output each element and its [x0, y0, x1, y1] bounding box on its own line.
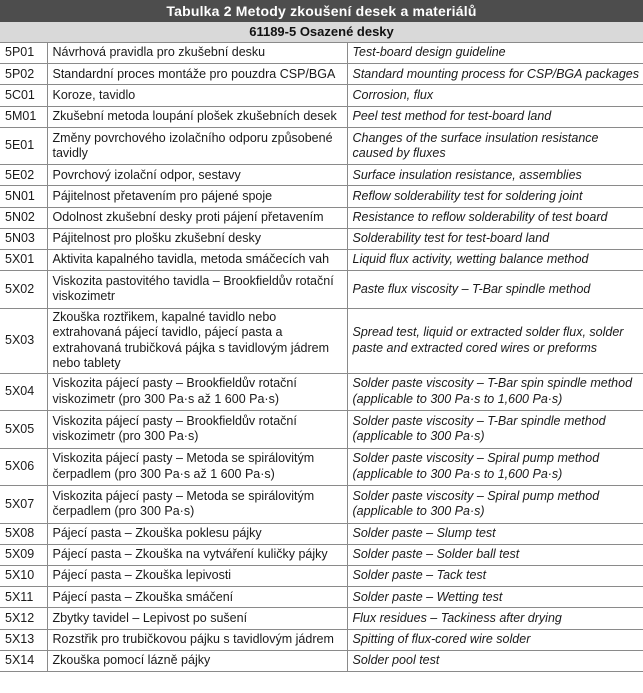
czech-title-cell: Pájecí pasta – Zkouška na vytváření kuličky pájky — [47, 544, 347, 565]
table-row — [0, 250, 643, 271]
english-title-cell: Solder pool test — [347, 650, 643, 671]
czech-title-cell: Pájecí pasta – Zkouška lepivosti — [47, 566, 347, 587]
english-title-cell: Solder paste – Wetting test — [347, 587, 643, 608]
english-title-cell: Peel test method for test-board land — [347, 106, 643, 127]
czech-title-cell: Zkouška pomocí lázně pájky — [47, 650, 347, 671]
table-row — [0, 448, 643, 486]
table-row — [0, 523, 643, 544]
table-row — [0, 207, 643, 228]
czech-title-cell: Viskozita pájecí pasty – Metoda se spirálovitým čerpadlem (pro 300 Pa·s až 1 600 Pa·s) — [47, 448, 347, 486]
english-title-cell: Surface insulation resistance, assemblies — [347, 165, 643, 186]
english-title-cell: Solder paste – Tack test — [347, 566, 643, 587]
table-row — [0, 587, 643, 608]
table-row — [0, 228, 643, 249]
english-title-cell: Solder paste viscosity – T-Bar spindle method (applicable to 300 Pa·s) — [347, 411, 643, 449]
method-code-cell: 5N01 — [0, 186, 47, 207]
table-row — [0, 411, 643, 449]
method-code-cell: 5X02 — [0, 271, 47, 309]
table-row — [0, 127, 643, 165]
table-row — [0, 43, 643, 64]
method-code-cell: 5X05 — [0, 411, 47, 449]
table-title: Tabulka 2 Metody zkoušení desek a materiálů — [0, 0, 643, 22]
english-title-cell: Corrosion, flux — [347, 85, 643, 106]
table-row — [0, 186, 643, 207]
table-row — [0, 566, 643, 587]
table-row — [0, 373, 643, 411]
czech-title-cell: Zkušební metoda loupání plošek zkušebních desek — [47, 106, 347, 127]
english-title-cell: Solder paste viscosity – T-Bar spin spindle method (applicable to 300 Pa·s to 1,600 Pa·s) — [347, 373, 643, 411]
english-title-cell: Resistance to reflow solderability of test board — [347, 207, 643, 228]
table-row — [0, 308, 643, 373]
method-code-cell: 5C01 — [0, 85, 47, 106]
method-code-cell: 5P02 — [0, 64, 47, 85]
method-code-cell: 5P01 — [0, 43, 47, 64]
method-code-cell: 5N03 — [0, 228, 47, 249]
table-row — [0, 64, 643, 85]
method-code-cell: 5E01 — [0, 127, 47, 165]
table-row — [0, 650, 643, 671]
czech-title-cell: Viskozita pastovitého tavidla – Brookfieldův rotační viskozimetr — [47, 271, 347, 309]
table-row — [0, 629, 643, 650]
methods-table-body — [0, 43, 643, 672]
english-title-cell: Standard mounting process for CSP/BGA packages — [347, 64, 643, 85]
method-code-cell: 5X04 — [0, 373, 47, 411]
czech-title-cell: Pájitelnost pro plošku zkušební desky — [47, 228, 347, 249]
method-code-cell: 5X03 — [0, 308, 47, 373]
table-row — [0, 608, 643, 629]
czech-title-cell: Zkouška roztřikem, kapalné tavidlo nebo extrahovaná pájecí tavidlo, pájecí pasta a extrahovaná trubičková pájka s tavidlovým jádrem nebo tablety — [47, 308, 347, 373]
english-title-cell: Reflow solderability test for soldering joint — [347, 186, 643, 207]
english-title-cell: Liquid flux activity, wetting balance method — [347, 250, 643, 271]
table-row — [0, 165, 643, 186]
method-code-cell: 5E02 — [0, 165, 47, 186]
english-title-cell: Paste flux viscosity – T-Bar spindle method — [347, 271, 643, 309]
method-code-cell: 5X08 — [0, 523, 47, 544]
english-title-cell: Changes of the surface insulation resistance caused by fluxes — [347, 127, 643, 165]
method-code-cell: 5X13 — [0, 629, 47, 650]
czech-title-cell: Viskozita pájecí pasty – Brookfieldův rotační viskozimetr (pro 300 Pa·s) — [47, 411, 347, 449]
method-code-cell: 5X07 — [0, 486, 47, 524]
english-title-cell: Solder paste viscosity – Spiral pump method (applicable to 300 Pa·s) — [347, 486, 643, 524]
method-code-cell: 5X09 — [0, 544, 47, 565]
czech-title-cell: Zbytky tavidel – Lepivost po sušení — [47, 608, 347, 629]
table-row — [0, 271, 643, 309]
english-title-cell: Flux residues – Tackiness after drying — [347, 608, 643, 629]
table-row — [0, 85, 643, 106]
czech-title-cell: Změny povrchového izolačního odporu způsobené tavidly — [47, 127, 347, 165]
czech-title-cell: Rozstřik pro trubičkovou pájku s tavidlovým jádrem — [47, 629, 347, 650]
method-code-cell: 5X11 — [0, 587, 47, 608]
czech-title-cell: Povrchový izolační odpor, sestavy — [47, 165, 347, 186]
english-title-cell: Solder paste – Slump test — [347, 523, 643, 544]
czech-title-cell: Standardní proces montáže pro pouzdra CSP/BGA — [47, 64, 347, 85]
czech-title-cell: Aktivita kapalného tavidla, metoda smáčecích vah — [47, 250, 347, 271]
english-title-cell: Solder paste viscosity – Spiral pump method (applicable to 300 Pa·s to 1,600 Pa·s) — [347, 448, 643, 486]
czech-title-cell: Viskozita pájecí pasty – Brookfieldův rotační viskozimetr (pro 300 Pa·s až 1 600 Pa·s) — [47, 373, 347, 411]
method-code-cell: 5X14 — [0, 650, 47, 671]
table-row — [0, 486, 643, 524]
czech-title-cell: Pájecí pasta – Zkouška poklesu pájky — [47, 523, 347, 544]
english-title-cell: Solder paste – Solder ball test — [347, 544, 643, 565]
table-row — [0, 544, 643, 565]
czech-title-cell: Návrhová pravidla pro zkušební desku — [47, 43, 347, 64]
method-code-cell: 5X10 — [0, 566, 47, 587]
method-code-cell: 5N02 — [0, 207, 47, 228]
czech-title-cell: Odolnost zkušební desky proti pájení přetavením — [47, 207, 347, 228]
english-title-cell: Spitting of flux-cored wire solder — [347, 629, 643, 650]
czech-title-cell: Koroze, tavidlo — [47, 85, 347, 106]
method-code-cell: 5X01 — [0, 250, 47, 271]
method-code-cell: 5X12 — [0, 608, 47, 629]
table-row — [0, 106, 643, 127]
czech-title-cell: Pájecí pasta – Zkouška smáčení — [47, 587, 347, 608]
table-subtitle: 61189-5 Osazené desky — [0, 22, 643, 43]
method-code-cell: 5X06 — [0, 448, 47, 486]
czech-title-cell: Pájitelnost přetavením pro pájené spoje — [47, 186, 347, 207]
english-title-cell: Solderability test for test-board land — [347, 228, 643, 249]
english-title-cell: Spread test, liquid or extracted solder flux, solder paste and extracted cored wires or preforms — [347, 308, 643, 373]
czech-title-cell: Viskozita pájecí pasty – Metoda se spirálovitým čerpadlem (pro 300 Pa·s) — [47, 486, 347, 524]
method-code-cell: 5M01 — [0, 106, 47, 127]
methods-table — [0, 43, 643, 672]
english-title-cell: Test-board design guideline — [347, 43, 643, 64]
